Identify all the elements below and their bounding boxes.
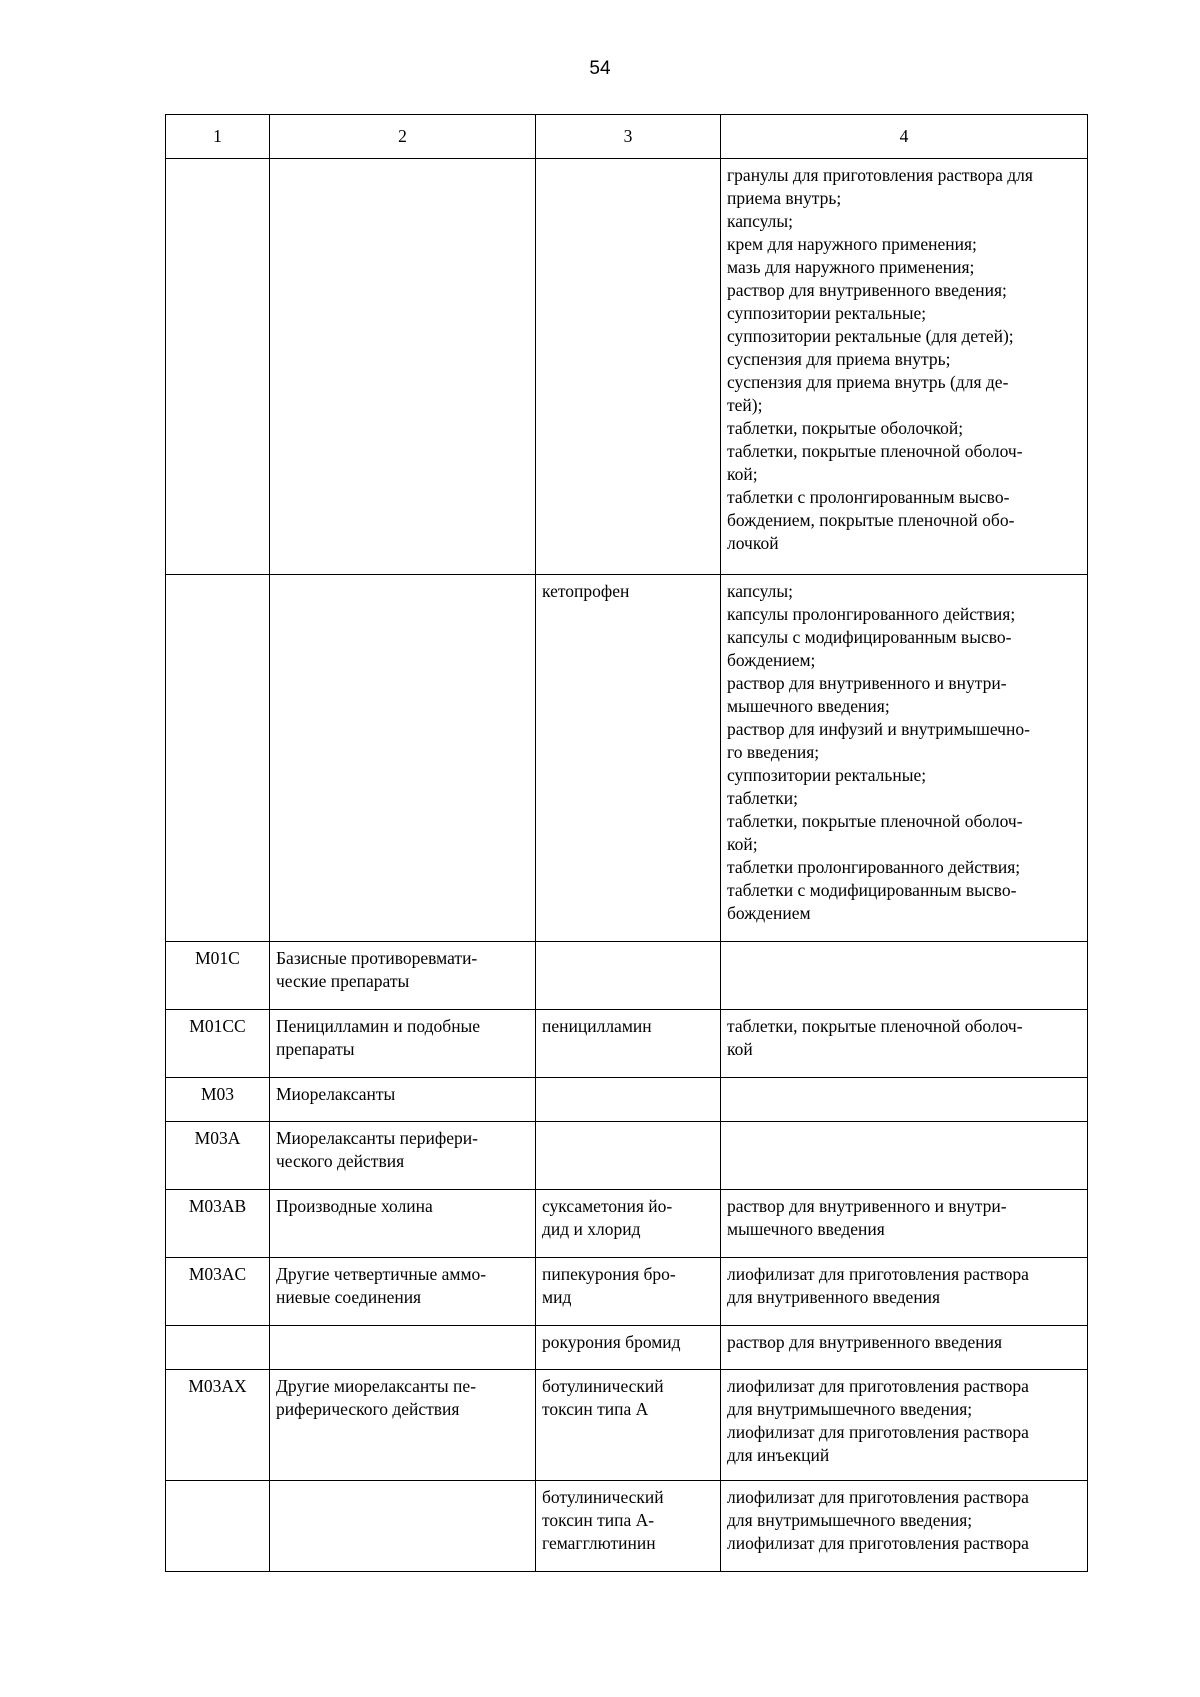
group-name-cell bbox=[270, 159, 536, 575]
drug-name-cell bbox=[536, 1481, 721, 1572]
text-line: кой bbox=[727, 1039, 753, 1059]
text-line: суспензия для приема внутрь (для де- bbox=[727, 372, 1009, 392]
text-line: раствор для внутривенного введения bbox=[727, 1332, 1003, 1352]
group-name-cell bbox=[270, 1258, 536, 1326]
text-line: лиофилизат для приготовления раствора bbox=[727, 1487, 1029, 1507]
dosage-forms-cell bbox=[721, 1258, 1088, 1326]
drug-name-cell bbox=[536, 1190, 721, 1258]
text-line: лиофилизат для приготовления раствора bbox=[727, 1376, 1029, 1396]
header-col-4: 4 bbox=[721, 115, 1088, 159]
text-line: суппозитории ректальные (для детей); bbox=[727, 326, 1014, 346]
drug-name-cell bbox=[536, 1010, 721, 1078]
text-line: таблетки с модифицированным высво- bbox=[727, 880, 1017, 900]
dosage-forms-cell bbox=[721, 1122, 1088, 1190]
dosage-forms-cell bbox=[721, 1190, 1088, 1258]
table-row bbox=[166, 1370, 1088, 1481]
group-name-cell bbox=[270, 1122, 536, 1190]
text-line: тей); bbox=[727, 395, 763, 415]
text-line: бождением bbox=[727, 903, 811, 923]
header-col-3: 3 bbox=[536, 115, 721, 159]
text-line: Миорелаксанты перифери- bbox=[276, 1128, 478, 1148]
text-line: мазь для наружного применения; bbox=[727, 257, 975, 277]
text-line: ботулинический bbox=[542, 1487, 664, 1507]
text-line: раствор для внутривенного и внутри- bbox=[727, 673, 1007, 693]
table-row bbox=[166, 1010, 1088, 1078]
group-name-cell bbox=[270, 942, 536, 1010]
text-line: риферического действия bbox=[276, 1399, 460, 1419]
table-row bbox=[166, 575, 1088, 942]
text-line: таблетки, покрытые оболочкой; bbox=[727, 418, 964, 438]
atc-code-cell bbox=[166, 159, 270, 575]
text-line: капсулы; bbox=[727, 581, 794, 601]
dosage-forms-cell bbox=[721, 1326, 1088, 1370]
text-line: ботулинический bbox=[542, 1376, 664, 1396]
table-row bbox=[166, 942, 1088, 1010]
atc-code-cell: M01CC bbox=[166, 1010, 270, 1078]
text-line: капсулы пролонгированного действия; bbox=[727, 604, 1016, 624]
dosage-forms-cell bbox=[721, 1010, 1088, 1078]
text-line: рокурония бромид bbox=[542, 1332, 681, 1352]
header-col-1: 1 bbox=[166, 115, 270, 159]
text-line: ческие препараты bbox=[276, 971, 410, 991]
text-line: кой; bbox=[727, 834, 758, 854]
text-line: суспензия для приема внутрь; bbox=[727, 349, 951, 369]
text-line: лиофилизат для приготовления раствора bbox=[727, 1264, 1029, 1284]
text-line: Миорелаксанты bbox=[276, 1084, 396, 1104]
text-line: пеницилламин bbox=[542, 1016, 652, 1036]
table-row bbox=[166, 1190, 1088, 1258]
atc-code-cell: M03 bbox=[166, 1078, 270, 1122]
atc-code-cell: M03AX bbox=[166, 1370, 270, 1481]
atc-code-cell bbox=[166, 1326, 270, 1370]
text-line: бождением, покрытые пленочной обо- bbox=[727, 510, 1015, 530]
atc-code-cell bbox=[166, 1481, 270, 1572]
text-line: гемагглютинин bbox=[542, 1533, 656, 1553]
text-line: лиофилизат для приготовления раствора bbox=[727, 1422, 1029, 1442]
drug-table bbox=[165, 114, 1088, 1572]
text-line: суксаметония йо- bbox=[542, 1196, 673, 1216]
drug-name-cell bbox=[536, 1078, 721, 1122]
table-row bbox=[166, 1258, 1088, 1326]
atc-code-cell bbox=[166, 575, 270, 942]
text-line: мышечного введения; bbox=[727, 696, 890, 716]
text-line: Производные холина bbox=[276, 1196, 433, 1216]
table-row bbox=[166, 1481, 1088, 1572]
text-line: кетопрофен bbox=[542, 581, 630, 601]
text-line: для инъекций bbox=[727, 1445, 830, 1465]
group-name-cell bbox=[270, 575, 536, 942]
group-name-cell bbox=[270, 1481, 536, 1572]
text-line: таблетки с пролонгированным высво- bbox=[727, 487, 1010, 507]
drug-name-cell bbox=[536, 1326, 721, 1370]
text-line: таблетки; bbox=[727, 788, 798, 808]
text-line: для внутримышечного введения; bbox=[727, 1399, 973, 1419]
text-line: бождением; bbox=[727, 650, 816, 670]
text-line: гранулы для приготовления раствора для bbox=[727, 165, 1033, 185]
text-line: Другие миорелаксанты пе- bbox=[276, 1376, 477, 1396]
page-number: 54 bbox=[589, 58, 611, 79]
text-line: Другие четвертичные аммо- bbox=[276, 1264, 487, 1284]
text-line: ниевые соединения bbox=[276, 1287, 422, 1307]
text-line: раствор для внутривенного введения; bbox=[727, 280, 1007, 300]
atc-code-cell: M03A bbox=[166, 1122, 270, 1190]
text-line: препараты bbox=[276, 1039, 355, 1059]
drug-name-cell bbox=[536, 1122, 721, 1190]
text-line: раствор для инфузий и внутримышечно- bbox=[727, 719, 1030, 739]
group-name-cell bbox=[270, 1010, 536, 1078]
drug-name-cell bbox=[536, 942, 721, 1010]
drug-table-body bbox=[166, 115, 1088, 1572]
text-line: лиофилизат для приготовления раствора bbox=[727, 1533, 1029, 1553]
atc-code-cell: M01C bbox=[166, 942, 270, 1010]
text-line: пипекурония бро- bbox=[542, 1264, 676, 1284]
text-line: лочкой bbox=[727, 533, 779, 553]
text-line: таблетки, покрытые пленочной оболоч- bbox=[727, 441, 1023, 461]
text-line: таблетки, покрытые пленочной оболоч- bbox=[727, 811, 1023, 831]
text-line: таблетки пролонгированного действия; bbox=[727, 857, 1021, 877]
text-line: таблетки, покрытые пленочной оболоч- bbox=[727, 1016, 1023, 1036]
dosage-forms-cell bbox=[721, 1370, 1088, 1481]
text-line: крем для наружного применения; bbox=[727, 234, 977, 254]
text-line: суппозитории ректальные; bbox=[727, 765, 927, 785]
dosage-forms-cell bbox=[721, 575, 1088, 942]
drug-name-cell bbox=[536, 1258, 721, 1326]
group-name-cell bbox=[270, 1326, 536, 1370]
table-row bbox=[166, 159, 1088, 575]
group-name-cell bbox=[270, 1190, 536, 1258]
text-line: приема внутрь; bbox=[727, 188, 842, 208]
drug-name-cell bbox=[536, 1370, 721, 1481]
text-line: токсин типа А bbox=[542, 1399, 649, 1419]
table-row bbox=[166, 1078, 1088, 1122]
text-line: капсулы; bbox=[727, 211, 794, 231]
text-line: токсин типа А- bbox=[542, 1510, 655, 1530]
text-line: для внутримышечного введения; bbox=[727, 1510, 973, 1530]
text-line: мид bbox=[542, 1287, 572, 1307]
dosage-forms-cell bbox=[721, 942, 1088, 1010]
atc-code-cell: M03AB bbox=[166, 1190, 270, 1258]
text-line: раствор для внутривенного и внутри- bbox=[727, 1196, 1007, 1216]
text-line: Пеницилламин и подобные bbox=[276, 1016, 481, 1036]
text-line: мышечного введения bbox=[727, 1219, 885, 1239]
table-header-row bbox=[166, 115, 1088, 159]
text-line: для внутривенного введения bbox=[727, 1287, 941, 1307]
text-line: кой; bbox=[727, 464, 758, 484]
table-row bbox=[166, 1122, 1088, 1190]
dosage-forms-cell bbox=[721, 1481, 1088, 1572]
dosage-forms-cell bbox=[721, 1078, 1088, 1122]
group-name-cell bbox=[270, 1370, 536, 1481]
drug-name-cell bbox=[536, 575, 721, 942]
text-line: капсулы с модифицированным высво- bbox=[727, 627, 1012, 647]
group-name-cell bbox=[270, 1078, 536, 1122]
text-line: суппозитории ректальные; bbox=[727, 303, 927, 323]
text-line: дид и хлорид bbox=[542, 1219, 641, 1239]
header-col-2: 2 bbox=[270, 115, 536, 159]
dosage-forms-cell bbox=[721, 159, 1088, 575]
table-row bbox=[166, 1326, 1088, 1370]
text-line: ческого действия bbox=[276, 1151, 405, 1171]
drug-name-cell bbox=[536, 159, 721, 575]
atc-code-cell: M03AC bbox=[166, 1258, 270, 1326]
text-line: го введения; bbox=[727, 742, 820, 762]
text-line: Базисные противоревмати- bbox=[276, 948, 478, 968]
